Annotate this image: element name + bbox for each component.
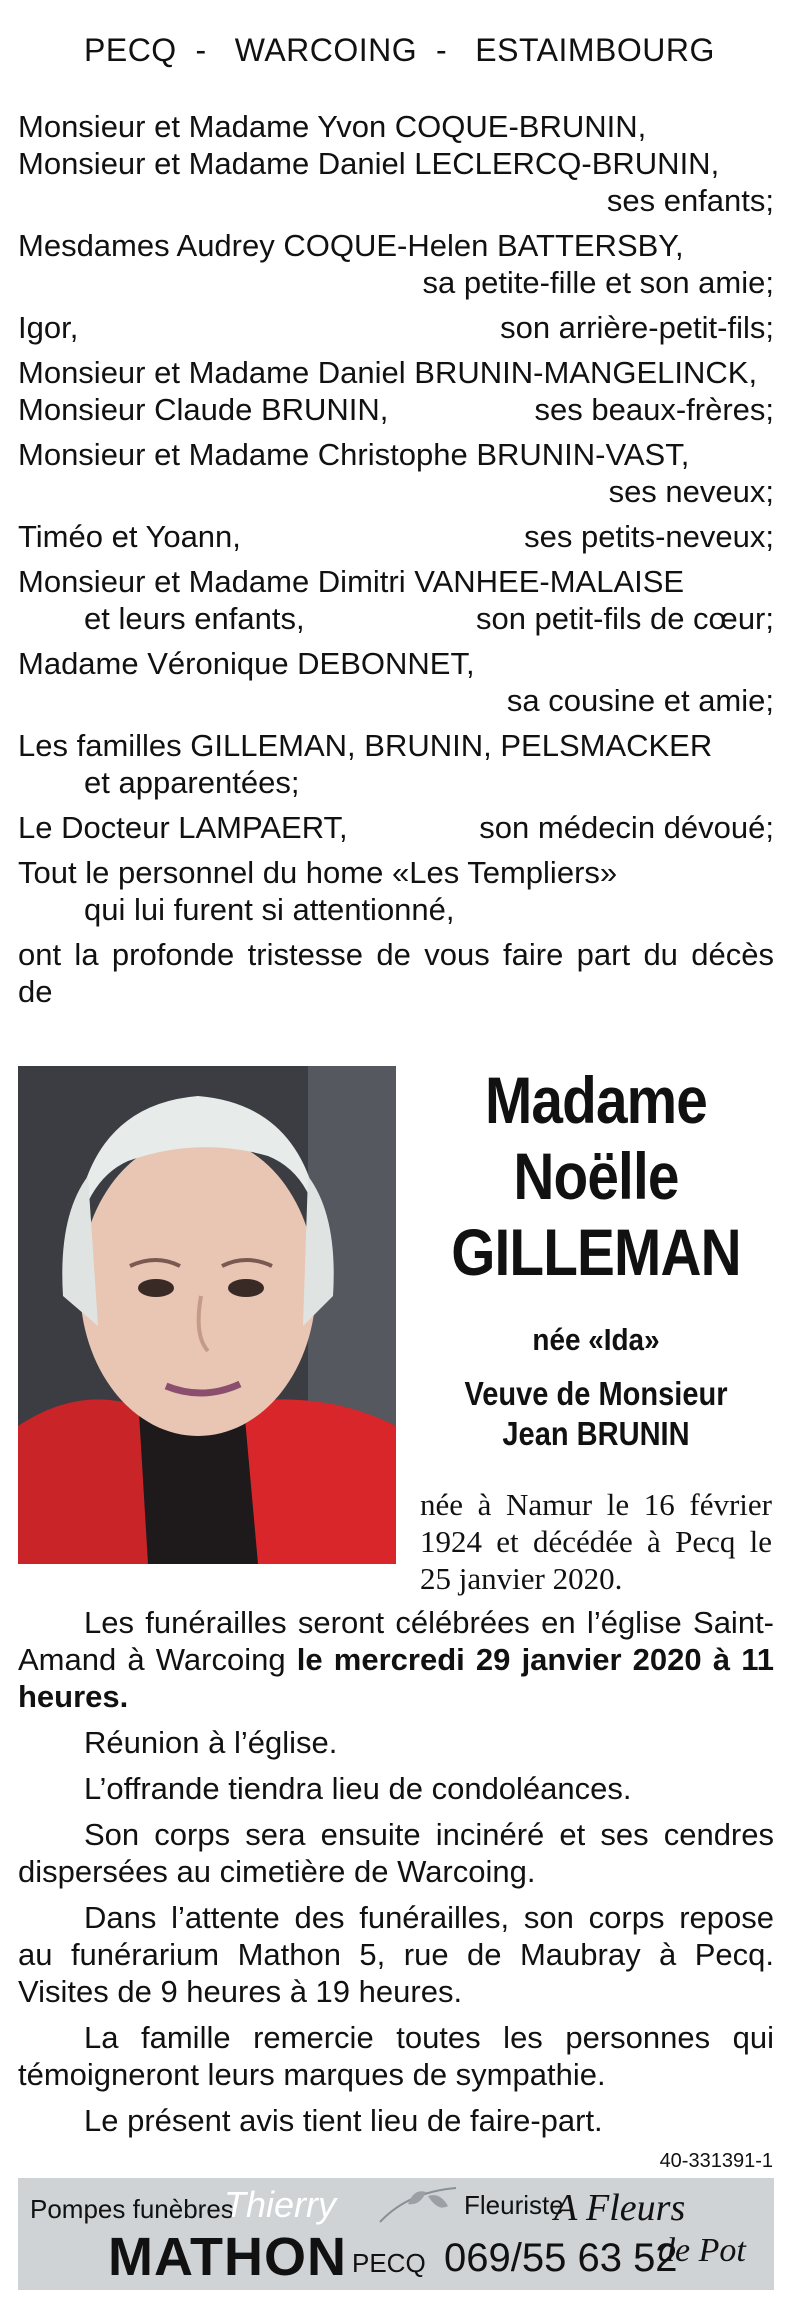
widow-of: Veuve de Monsieur Jean BRUNIN xyxy=(464,1375,728,1452)
mourner-line: Monsieur Claude BRUNIN, ses beaux-frères; xyxy=(18,392,774,427)
mourner-relation: ses neveux; xyxy=(608,474,774,509)
reference-number: 40-331391-1 xyxy=(659,2150,773,2172)
funeral-paragraph: La famille remercie toutes les personnes qui témoigneront leurs marques de sympathie. xyxy=(18,2020,774,2092)
funeral-paragraph: Le présent avis tient lieu de faire-part. xyxy=(84,2103,603,2138)
mourner-line: et leurs enfants, son petit-fils de cœur; xyxy=(84,601,774,636)
deceased-name: Madame Noëlle GILLEMAN xyxy=(451,1063,741,1289)
fleuriste-label: Fleuriste xyxy=(464,2190,564,2220)
portrait-illustration xyxy=(18,1066,396,1564)
mourner-line: Monsieur et Madame Dimitri VANHEE-MALAISE xyxy=(18,564,685,599)
funeral-details xyxy=(18,1604,774,2148)
mourner-relation: ses enfants; xyxy=(606,183,774,218)
leaf-ornament-icon xyxy=(378,2182,458,2232)
mourner-line: Monsieur et Madame Christophe BRUNIN-VAST, xyxy=(18,437,690,472)
mourner-line: Les familles GILLEMAN, BRUNIN, PELSMACKER xyxy=(18,728,713,763)
a-fleurs-logo: A Fleurs xyxy=(554,2187,686,2229)
funeral-paragraph: Les funérailles seront célébrées en l’église Saint-Amand à Warcoing le mercredi 29 janvier 2020 à 11 heures. xyxy=(18,1605,774,1714)
portrait-photo xyxy=(18,1066,396,1564)
mourner-line: Le Docteur LAMPAERT, son médecin dévoué; xyxy=(18,810,774,845)
pompes-funebres-label: Pompes funèbres xyxy=(30,2194,234,2224)
mourner-relation: sa cousine et amie; xyxy=(506,683,774,718)
funeral-paragraph: L’offrande tiendra lieu de condoléances. xyxy=(84,1771,632,1806)
thierry-label: Thierry xyxy=(224,2184,337,2225)
mourners-list xyxy=(18,108,774,1010)
mourner-line: et apparentées; xyxy=(84,765,300,800)
mourner-line: Madame Véronique DEBONNET, xyxy=(18,646,475,681)
funeral-paragraph: Dans l’attente des funérailles, son corps repose au funérarium Mathon 5, rue de Maubray à Pecq. Visites de 9 heures à 19 heures. xyxy=(18,1900,774,2009)
mourner-line: Timéo et Yoann, ses petits-neveux; xyxy=(18,519,774,554)
mourner-line: Igor, son arrière-petit-fils; xyxy=(18,310,774,345)
mathon-logo: MATHON xyxy=(108,2227,347,2287)
mourner-line: Monsieur et Madame Yvon COQUE-BRUNIN, xyxy=(18,109,647,144)
announcement: ont la profonde tristesse de vous faire part du décès de xyxy=(18,937,774,1009)
deceased-nickname: née «Ida» xyxy=(532,1322,660,1357)
mourner-line: Tout le personnel du home «Les Templiers» xyxy=(18,855,618,890)
phone-number: 069/55 63 52 xyxy=(444,2236,678,2280)
mourner-relation: sa petite-fille et son amie; xyxy=(422,265,774,300)
birth-death-dates: née à Namur le 16 février 1924 et décédée à Pecq le 25 janvier 2020. xyxy=(420,1487,772,1596)
mourner-line: Monsieur et Madame Daniel BRUNIN-MANGELINCK, xyxy=(18,355,758,390)
funeral-paragraph: Réunion à l’église. xyxy=(84,1725,338,1760)
funeral-paragraph: Son corps sera ensuite incinéré et ses cendres dispersées au cimetière de Warcoing. xyxy=(18,1817,774,1889)
mourner-line: Monsieur et Madame Daniel LECLERCQ-BRUNIN, xyxy=(18,146,720,181)
places-header: PECQ - WARCOING - ESTAIMBOURG xyxy=(84,32,715,68)
mourner-line: Mesdames Audrey COQUE-Helen BATTERSBY, xyxy=(18,228,684,263)
de-pot-logo: de Pot xyxy=(658,2232,746,2269)
funeral-home-banner xyxy=(18,2178,774,2290)
pecq-label: PECQ xyxy=(352,2248,426,2278)
mourner-line: qui lui furent si attentionné, xyxy=(84,892,455,927)
